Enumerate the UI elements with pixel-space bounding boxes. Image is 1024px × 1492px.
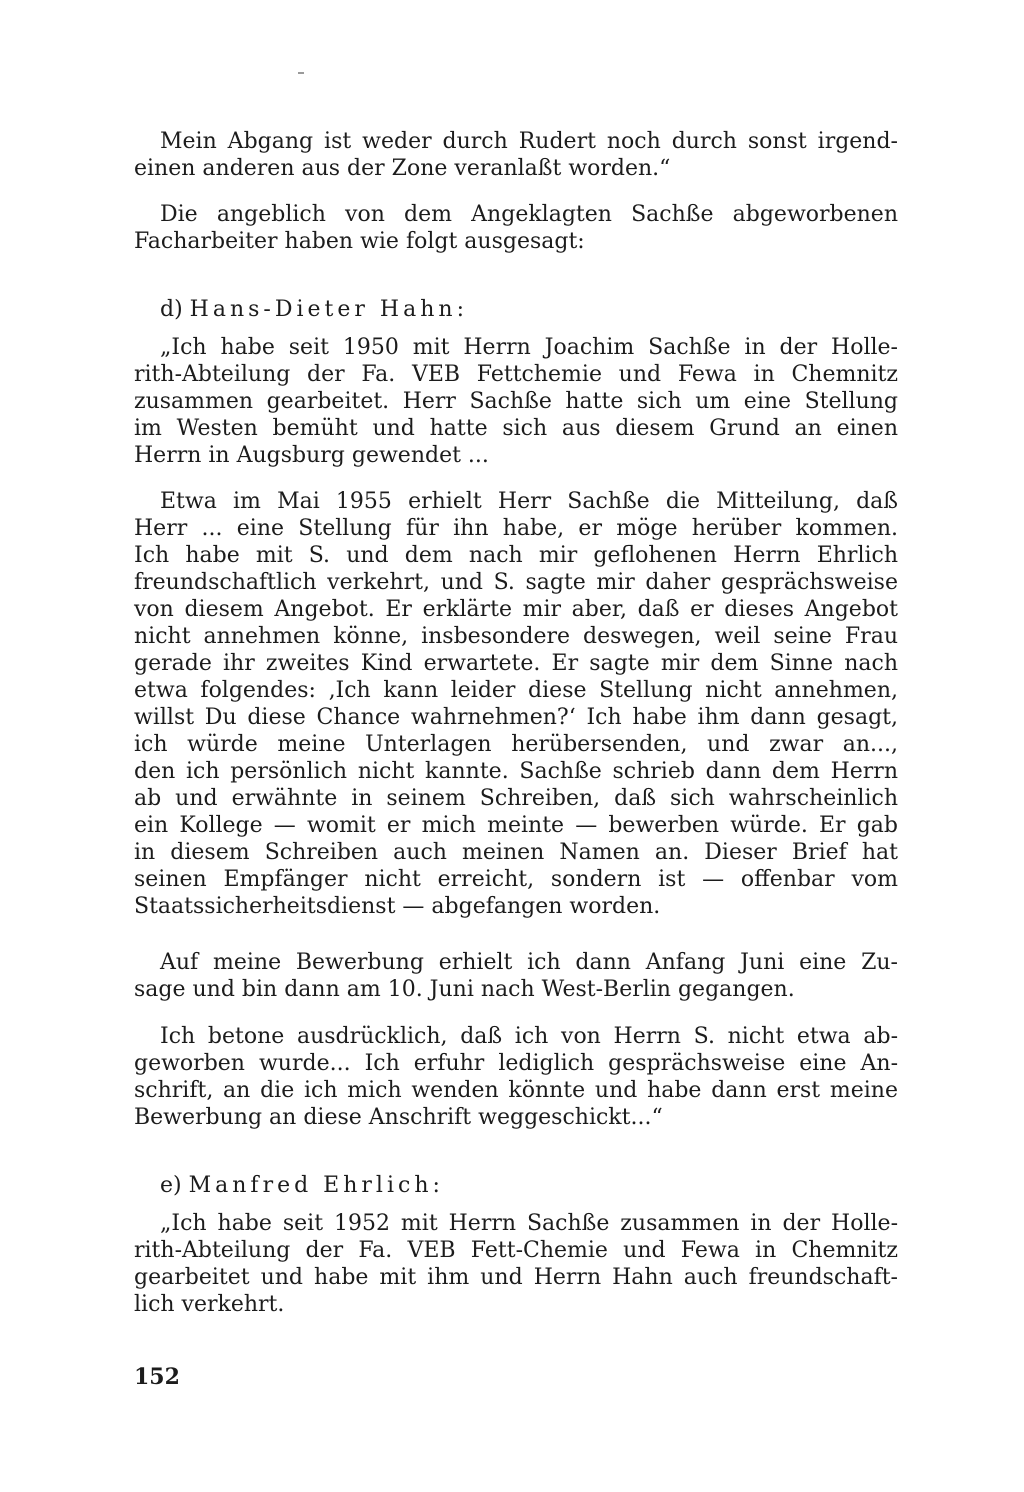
text-line: etwa folgendes: ‚Ich kann leider diese Stellung nicht annehmen, <box>134 678 898 703</box>
text-line: den ich persönlich nicht kannte. Sachße schrieb dann dem Herrn <box>134 759 898 784</box>
text-line: sage und bin dann am 10. Juni nach West-Berlin gegangen. <box>134 977 795 1002</box>
heading-colon: : <box>432 1173 440 1198</box>
text-line: lich verkehrt. <box>134 1292 285 1317</box>
text-line: Mein Abgang ist weder durch Rudert noch durch sonst irgend- <box>160 129 898 154</box>
heading-label: e) <box>160 1173 182 1198</box>
text-line: gearbeitet und habe mit ihm und Herrn Hahn auch freundschaft- <box>134 1265 898 1290</box>
text-line: von diesem Angebot. Er erklärte mir aber, daß er dieses Angebot <box>134 597 898 622</box>
text-line: Etwa im Mai 1955 erhielt Herr Sachße die Mitteilung, daß <box>160 489 898 514</box>
text-line: freundschaftlich verkehrt, und S. sagte mir daher gesprächsweise <box>134 570 898 595</box>
text-line: Die angeblich von dem Angeklagten Sachße abgeworbenen <box>160 202 898 227</box>
text-line: in diesem Schreiben auch meinen Namen an. Dieser Brief hat <box>134 840 898 865</box>
text-line: „Ich habe seit 1952 mit Herrn Sachße zusammen in der Holle- <box>160 1211 898 1236</box>
text-line: rith-Abteilung der Fa. VEB Fett-Chemie und Fewa in Chemnitz <box>134 1238 898 1263</box>
text-line: Herrn in Augsburg gewendet ... <box>134 443 489 468</box>
paragraph-2 <box>134 201 898 255</box>
text-line: Herr ... eine Stellung für ihn habe, er möge herüber kommen. <box>134 516 898 541</box>
paragraph-4 <box>134 488 898 920</box>
text-line: willst Du diese Chance wahrnehmen?‘ Ich habe ihm dann gesagt, <box>134 705 898 730</box>
heading-label: d) <box>160 297 183 322</box>
text-line: Staatssicherheitsdienst — abgefangen worden. <box>134 894 661 919</box>
text-line: Auf meine Bewerbung erhielt ich dann Anfang Juni eine Zu- <box>160 950 898 975</box>
text-line: ich würde meine Unterlagen herübersenden, und zwar an..., <box>134 732 898 757</box>
text-line: „Ich habe seit 1950 mit Herrn Joachim Sachße in der Holle- <box>160 335 898 360</box>
text-line: schrift, an die ich mich wenden könnte und habe dann erst meine <box>134 1078 898 1103</box>
text-line: gerade ihr zweites Kind erwartete. Er sagte mir dem Sinne nach <box>134 651 898 676</box>
text-line: Bewerbung an diese Anschrift weggeschickt...“ <box>134 1105 663 1130</box>
paragraph-1 <box>134 128 898 182</box>
text-line: rith-Abteilung der Fa. VEB Fettchemie und Fewa in Chemnitz <box>134 362 898 387</box>
paragraph-5 <box>134 949 898 1003</box>
text-line: Ich habe mit S. und dem nach mir geflohenen Herrn Ehrlich <box>134 543 898 568</box>
witness-name: Manfred Ehrlich <box>188 1173 433 1198</box>
text-line: einen anderen aus der Zone veranlaßt worden.“ <box>134 156 671 181</box>
text-line: geworben wurde... Ich erfuhr lediglich gesprächsweise eine An- <box>134 1051 898 1076</box>
text-line: ein Kollege — womit er mich meinte — bewerben würde. Er gab <box>134 813 898 838</box>
page-number: 152 <box>134 1364 180 1390</box>
text-line: ab und erwähnte in seinem Schreiben, daß sich wahrscheinlich <box>134 786 898 811</box>
text-line: im Westen bemüht und hatte sich aus diesem Grund an einen <box>134 416 898 441</box>
scan-artifact-mark <box>298 72 304 74</box>
text-line: seinen Empfänger nicht erreicht, sondern ist — offenbar vom <box>134 867 898 892</box>
heading-colon: : <box>456 297 464 322</box>
witness-heading-d <box>160 296 464 323</box>
paragraph-6 <box>134 1023 898 1131</box>
paragraph-3 <box>134 334 898 469</box>
witness-heading-e <box>160 1172 440 1199</box>
text-line: Facharbeiter haben wie folgt ausgesagt: <box>134 229 585 254</box>
text-line: zusammen gearbeitet. Herr Sachße hatte sich um eine Stellung <box>134 389 898 414</box>
witness-name: Hans-Dieter Hahn <box>189 297 457 322</box>
paragraph-7 <box>134 1210 898 1318</box>
text-line: nicht annehmen könne, insbesondere deswegen, weil seine Frau <box>134 624 898 649</box>
text-line: Ich betone ausdrücklich, daß ich von Herrn S. nicht etwa ab- <box>160 1024 898 1049</box>
